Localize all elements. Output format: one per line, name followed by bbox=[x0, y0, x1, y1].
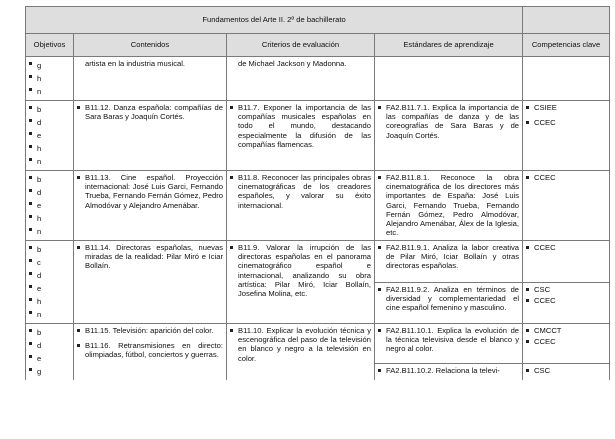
contenido-text: B11.13. Cine español. Proyección internacional: José Luis Garci, Fernando Trueba, Fernando Fernán Gómez, Pedro Almodóvar y Alejandro Amenábar. bbox=[77, 173, 223, 210]
objetivo-item: h bbox=[29, 142, 70, 155]
objetivo-item: c bbox=[29, 256, 70, 269]
estandares-cell bbox=[375, 57, 523, 101]
header-criterios: Criterios de evaluación bbox=[227, 34, 375, 57]
objetivo-item: n bbox=[29, 155, 70, 168]
table-row bbox=[26, 324, 610, 364]
competencia-item: CCEC bbox=[526, 296, 606, 305]
competencia-item: CSC bbox=[526, 366, 606, 375]
objetivos-cell bbox=[26, 101, 74, 171]
contenidos-cell bbox=[74, 57, 227, 101]
contenido-text: artista en la industria musical. bbox=[85, 59, 186, 68]
curriculum-table-wrapper bbox=[25, 6, 610, 380]
objetivo-item: b bbox=[29, 173, 70, 186]
criterios-cell bbox=[227, 241, 375, 324]
criterios-cell bbox=[227, 101, 375, 171]
header-contenidos: Contenidos bbox=[74, 34, 227, 57]
objetivo-item: d bbox=[29, 116, 70, 129]
estandar-text: FA2.B11.9.2. Analiza en términos de diversidad y complementariedad el cine español femenino y masculino. bbox=[378, 285, 519, 313]
competencias-cell bbox=[523, 324, 610, 364]
criterio-text: B11.8. Reconocer las principales obras cinematográficas de los creadores españoles, y valorar su éxito internacional. bbox=[230, 173, 371, 210]
objetivo-item: g bbox=[29, 59, 70, 72]
header-estandares: Estándares de aprendizaje bbox=[375, 34, 523, 57]
objetivos-cell bbox=[26, 57, 74, 101]
competencia-item: CMCCT bbox=[526, 326, 606, 335]
objetivo-item: n bbox=[29, 85, 70, 98]
criterio-text: de Michael Jackson y Madonna. bbox=[238, 59, 347, 68]
estandar-text: FA2.B11.9.1. Analiza la labor creativa de Pilar Miró, Iciar Bollaín y otras directoras españolas. bbox=[378, 243, 519, 271]
competencias-cell bbox=[523, 171, 610, 241]
table-row bbox=[26, 101, 610, 171]
contenido-text: B11.16. Retransmisiones en directo: olimpiadas, fútbol, conciertos y guerras. bbox=[77, 341, 223, 359]
competencia-item: CSIEE bbox=[526, 103, 606, 112]
criterio-text: B11.10. Explicar la evolución técnica y escenográfica del paso de la televisión en blanco y negro a la televisión en color. bbox=[230, 326, 371, 363]
header-objetivos: Objetivos bbox=[26, 34, 74, 57]
estandares-cell bbox=[375, 282, 523, 324]
table-title-row bbox=[26, 7, 610, 34]
contenidos-cell bbox=[74, 171, 227, 241]
curriculum-table bbox=[25, 6, 610, 380]
competencias-cell bbox=[523, 57, 610, 101]
table-title: Fundamentos del Arte II. 2º de bachillerato bbox=[26, 7, 523, 34]
objetivo-item: e bbox=[29, 282, 70, 295]
estandares-cell bbox=[375, 171, 523, 241]
competencia-item: CCEC bbox=[526, 243, 606, 252]
criterio-text: B11.7. Exponer la importancia de las compañías musicales españolas en todo el mundo, destacando especialmente la difusión de las compañías flamencas. bbox=[230, 103, 371, 149]
competencias-cell bbox=[523, 282, 610, 324]
objetivos-cell bbox=[26, 241, 74, 324]
table-row bbox=[26, 171, 610, 241]
competencia-item: CCEC bbox=[526, 118, 606, 127]
objetivo-item: d bbox=[29, 339, 70, 352]
criterios-cell bbox=[227, 57, 375, 101]
criterios-cell bbox=[227, 171, 375, 241]
criterio-text: B11.9. Valorar la irrupción de las directoras españolas en el panorama cinematográfico español e internacional, analizando su obra artística: Pilar Miró, Iciar Bollaín, Josefina Molina, etc. bbox=[230, 243, 371, 298]
competencia-item: CCEC bbox=[526, 173, 606, 182]
estandar-text: FA2.B11.10.2. Relaciona la televi- bbox=[378, 366, 519, 375]
contenidos-cell bbox=[74, 241, 227, 324]
table-title-empty-cell bbox=[523, 7, 610, 34]
objetivo-item: e bbox=[29, 129, 70, 142]
table-row bbox=[26, 241, 610, 283]
estandares-cell bbox=[375, 363, 523, 380]
estandares-cell bbox=[375, 241, 523, 283]
competencias-cell bbox=[523, 363, 610, 380]
objetivos-cell bbox=[26, 324, 74, 381]
contenidos-cell bbox=[74, 324, 227, 381]
competencia-item: CCEC bbox=[526, 337, 606, 346]
objetivo-item: n bbox=[29, 308, 70, 321]
estandar-text: FA2.B11.10.1. Explica la evolución de la técnica televisiva desde el blanco y negro al color. bbox=[378, 326, 519, 354]
contenidos-cell bbox=[74, 101, 227, 171]
objetivo-item: d bbox=[29, 269, 70, 282]
objetivo-item: g bbox=[29, 365, 70, 378]
objetivo-item: b bbox=[29, 103, 70, 116]
column-header-row bbox=[26, 34, 610, 57]
competencias-cell bbox=[523, 241, 610, 283]
objetivos-cell bbox=[26, 171, 74, 241]
competencias-cell bbox=[523, 101, 610, 171]
table-row bbox=[26, 57, 610, 101]
objetivo-item: n bbox=[29, 225, 70, 238]
estandares-cell bbox=[375, 324, 523, 364]
estandares-cell bbox=[375, 101, 523, 171]
objetivo-item: b bbox=[29, 326, 70, 339]
contenido-text: B11.15. Televisión: aparición del color. bbox=[77, 326, 223, 335]
objetivo-item: h bbox=[29, 212, 70, 225]
contenido-text: B11.12. Danza española: compañías de Sara Baras y Joaquín Cortés. bbox=[77, 103, 223, 121]
contenido-text: B11.14. Directoras españolas, nuevas miradas de la realidad: Pilar Miró e Iciar Bollaín. bbox=[77, 243, 223, 271]
objetivo-item: e bbox=[29, 352, 70, 365]
objetivo-item: e bbox=[29, 199, 70, 212]
header-competencias: Competencias clave bbox=[523, 34, 610, 57]
criterios-cell bbox=[227, 324, 375, 381]
estandar-text: FA2.B11.7.1. Explica la importancia de las compañías de danza y de las coreografías de Sara Baras y de Joaquín Cortés. bbox=[378, 103, 519, 140]
objetivo-item: h bbox=[29, 295, 70, 308]
objetivo-item: d bbox=[29, 186, 70, 199]
objetivo-item: b bbox=[29, 243, 70, 256]
competencia-item: CSC bbox=[526, 285, 606, 294]
objetivo-item: h bbox=[29, 72, 70, 85]
estandar-text: FA2.B11.8.1. Reconoce la obra cinematográfica de los directores más importantes de España: José Luis Garci, Fernando Trueba, Fernando Fernán Gómez, Pedro Almodóvar, Alejandro Amenábar, Álex de la Iglesia, etc. bbox=[378, 173, 519, 237]
